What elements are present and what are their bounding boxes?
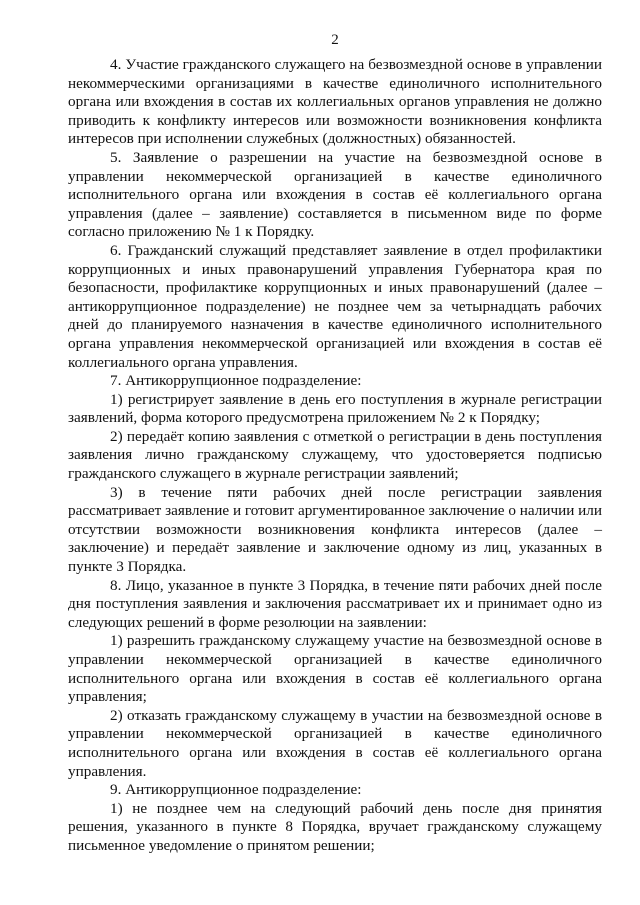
paragraph-6: 6. Гражданский служащий представляет заявление в отдел профилактики коррупционных и иных правонарушений управления Губернатора края по безопасности, профилактике коррупционных и иных правонарушений (далее – антикоррупционное подразделение) не позднее чем за четырнадцать рабочих дней до планируемого назначения в качестве единоличного исполнительного органа управления некоммерческой организацией или вхождения в состав её коллегиального органа управления. (68, 241, 602, 371)
paragraph-5: 5. Заявление о разрешении на участие на безвозмездной основе в управлении некоммерческой организацией в качестве единоличного исполнительного органа или вхождения в состав её коллегиального органа управления (далее – заявление) составляется в письменном виде по форме согласно приложению № 1 к Порядку. (68, 148, 602, 241)
paragraph-8-item-1: 1) разрешить гражданскому служащему участие на безвозмездной основе в управлении некоммерческой организацией в качестве единоличного исполнительного органа или вхождения в состав её коллегиального органа управления; (68, 632, 602, 706)
paragraph-8-item-2: 2) отказать гражданскому служащему в участии на безвозмездной основе в управлении некоммерческой организацией в качестве единоличного исполнительного органа или вхождения в состав её коллегиального органа управления. (68, 706, 602, 780)
paragraph-9-item-1: 1) не позднее чем на следующий рабочий день после дня принятия решения, указанного в пункте 8 Порядка, вручает гражданскому служащему письменное уведомление о принятом решении; (68, 799, 602, 854)
paragraph-4: 4. Участие гражданского служащего на безвозмездной основе в управлении некоммерческими организациями в качестве единоличного исполнительного органа или вхождения в состав их коллегиальных органов управления не должно приводить к конфликту интересов или возможности возникновения конфликта интересов при исполнении служебных (должностных) обязанностей. (68, 56, 602, 148)
paragraph-7-item-1: 1) регистрирует заявление в день его поступления в журнале регистрации заявлений, форма которого предусмотрена приложением № 2 к Порядку; (68, 390, 602, 427)
paragraph-7-item-3: 3) в течение пяти рабочих дней после регистрации заявления рассматривает заявление и готовит аргументированное заключение о наличии или отсутствии возможности возникновения конфликта интересов (далее – заключение) и передаёт заявление и заключение одному из лиц, указанных в пункте 3 Порядка. (68, 483, 602, 576)
page-number: 2 (331, 32, 339, 48)
paragraph-9-heading: 9. Антикоррупционное подразделение: (110, 781, 362, 799)
paragraph-7-item-2: 2) передаёт копию заявления с отметкой о регистрации в день поступления заявления лично гражданскому служащему, что удостоверяется подписью гражданского служащего в журнале регистрации заявлений; (68, 427, 602, 483)
paragraph-7-heading: 7. Антикоррупционное подразделение: (110, 372, 362, 390)
paragraph-8: 8. Лицо, указанное в пункте 3 Порядка, в течение пяти рабочих дней после дня поступления заявления и заключения рассматривает их и принимает одно из следующих решений в форме резолюции на заявлении: (68, 576, 602, 631)
